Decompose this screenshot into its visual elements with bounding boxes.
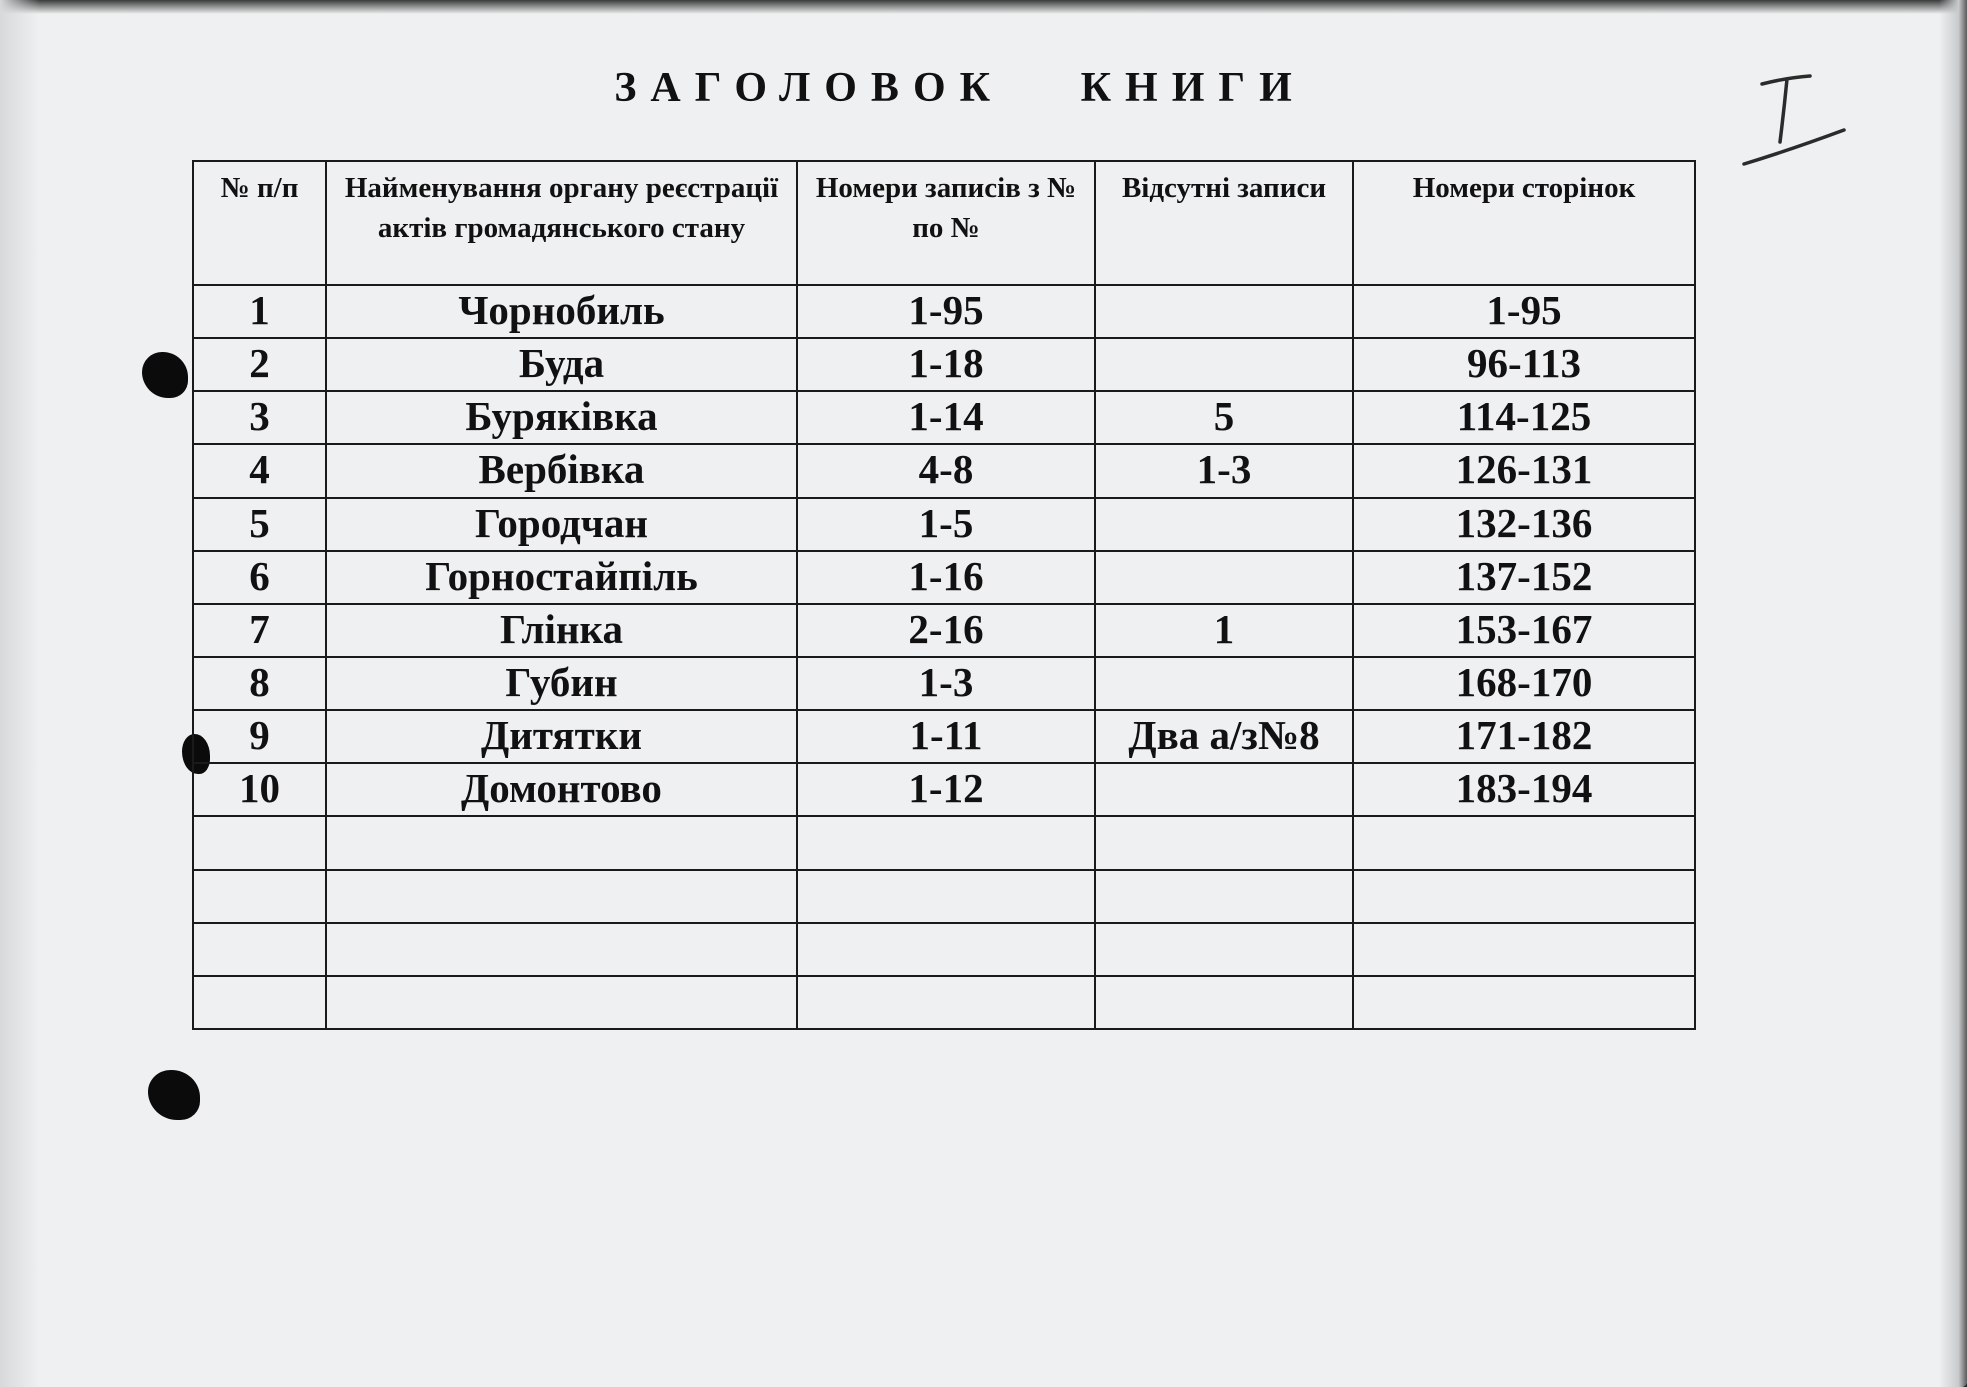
empty-cell <box>797 816 1095 869</box>
empty-cell <box>193 976 326 1029</box>
row-office-name: Буряківка <box>326 391 797 444</box>
table-row <box>193 444 1695 497</box>
row-records-range: 1-95 <box>797 285 1095 338</box>
row-missing-records <box>1095 763 1353 816</box>
row-page-numbers: 137-152 <box>1353 551 1695 604</box>
row-records-range: 1-5 <box>797 498 1095 551</box>
row-records-range: 1-3 <box>797 657 1095 710</box>
row-office-name: Глінка <box>326 604 797 657</box>
table-row <box>193 657 1695 710</box>
row-page-numbers: 132-136 <box>1353 498 1695 551</box>
empty-cell <box>326 976 797 1029</box>
header-records-range: Номери записів з № по № <box>797 161 1095 285</box>
row-records-range: 1-12 <box>797 763 1095 816</box>
row-office-name: Чорнобиль <box>326 285 797 338</box>
empty-cell <box>1095 816 1353 869</box>
empty-cell <box>326 870 797 923</box>
scan-right-edge <box>1939 0 1967 1387</box>
row-office-name: Буда <box>326 338 797 391</box>
table-row <box>193 604 1695 657</box>
table-row <box>193 338 1695 391</box>
row-number: 4 <box>193 444 326 497</box>
empty-cell <box>1353 923 1695 976</box>
scan-top-shadow <box>0 0 1967 14</box>
empty-cell <box>193 923 326 976</box>
row-records-range: 4-8 <box>797 444 1095 497</box>
empty-table-row <box>193 816 1695 869</box>
row-missing-records: 5 <box>1095 391 1353 444</box>
table-row <box>193 498 1695 551</box>
row-number: 10 <box>193 763 326 816</box>
empty-table-row <box>193 976 1695 1029</box>
row-page-numbers: 183-194 <box>1353 763 1695 816</box>
row-number: 7 <box>193 604 326 657</box>
empty-cell <box>797 870 1095 923</box>
row-missing-records: 1 <box>1095 604 1353 657</box>
row-page-numbers: 114-125 <box>1353 391 1695 444</box>
table-row <box>193 710 1695 763</box>
row-office-name: Горностайпіль <box>326 551 797 604</box>
row-page-numbers: 96-113 <box>1353 338 1695 391</box>
page-mark-text: I <box>1795 166 1796 167</box>
row-missing-records <box>1095 551 1353 604</box>
row-number: 3 <box>193 391 326 444</box>
page-title: ЗАГОЛОВОК КНИГИ <box>614 65 1306 111</box>
row-missing-records <box>1095 285 1353 338</box>
empty-cell <box>193 816 326 869</box>
empty-table-row <box>193 870 1695 923</box>
punch-hole-bottom <box>148 1070 200 1120</box>
row-missing-records <box>1095 498 1353 551</box>
row-page-numbers: 168-170 <box>1353 657 1695 710</box>
row-missing-records: 1-3 <box>1095 444 1353 497</box>
handwritten-page-mark <box>1740 70 1850 170</box>
row-records-range: 2-16 <box>797 604 1095 657</box>
row-page-numbers: 1-95 <box>1353 285 1695 338</box>
row-page-numbers: 126-131 <box>1353 444 1695 497</box>
empty-cell <box>326 816 797 869</box>
row-number: 1 <box>193 285 326 338</box>
row-office-name: Городчан <box>326 498 797 551</box>
row-number: 2 <box>193 338 326 391</box>
row-missing-records: Два а/з№8 <box>1095 710 1353 763</box>
row-page-numbers: 153-167 <box>1353 604 1695 657</box>
table-row <box>193 551 1695 604</box>
empty-table-row <box>193 923 1695 976</box>
row-number: 9 <box>193 710 326 763</box>
empty-cell <box>1353 870 1695 923</box>
empty-cell <box>797 923 1095 976</box>
row-office-name: Губин <box>326 657 797 710</box>
empty-cell <box>1095 870 1353 923</box>
empty-cell <box>326 923 797 976</box>
book-index-table <box>192 160 1696 1030</box>
row-records-range: 1-11 <box>797 710 1095 763</box>
empty-cell <box>1095 923 1353 976</box>
header-page-numbers: Номери сторінок <box>1353 161 1695 285</box>
empty-cell <box>1095 976 1353 1029</box>
empty-cell <box>797 976 1095 1029</box>
row-office-name: Домонтово <box>326 763 797 816</box>
table-row <box>193 391 1695 444</box>
table-row <box>193 285 1695 338</box>
row-records-range: 1-14 <box>797 391 1095 444</box>
row-office-name: Дитятки <box>326 710 797 763</box>
empty-cell <box>1353 976 1695 1029</box>
header-missing-records: Відсутні записи <box>1095 161 1353 285</box>
table-header-row <box>193 161 1695 285</box>
row-number: 5 <box>193 498 326 551</box>
scan-left-edge <box>0 0 40 1387</box>
row-number: 6 <box>193 551 326 604</box>
row-records-range: 1-16 <box>797 551 1095 604</box>
row-missing-records <box>1095 657 1353 710</box>
table-row <box>193 763 1695 816</box>
header-office-name: Найменування органу реєстрації актів громадянського стану <box>326 161 797 285</box>
row-records-range: 1-18 <box>797 338 1095 391</box>
row-office-name: Вербівка <box>326 444 797 497</box>
row-number: 8 <box>193 657 326 710</box>
row-missing-records <box>1095 338 1353 391</box>
empty-cell <box>1353 816 1695 869</box>
row-page-numbers: 171-182 <box>1353 710 1695 763</box>
empty-cell <box>193 870 326 923</box>
header-number: № п/п <box>193 161 326 285</box>
punch-hole-top <box>142 352 188 398</box>
